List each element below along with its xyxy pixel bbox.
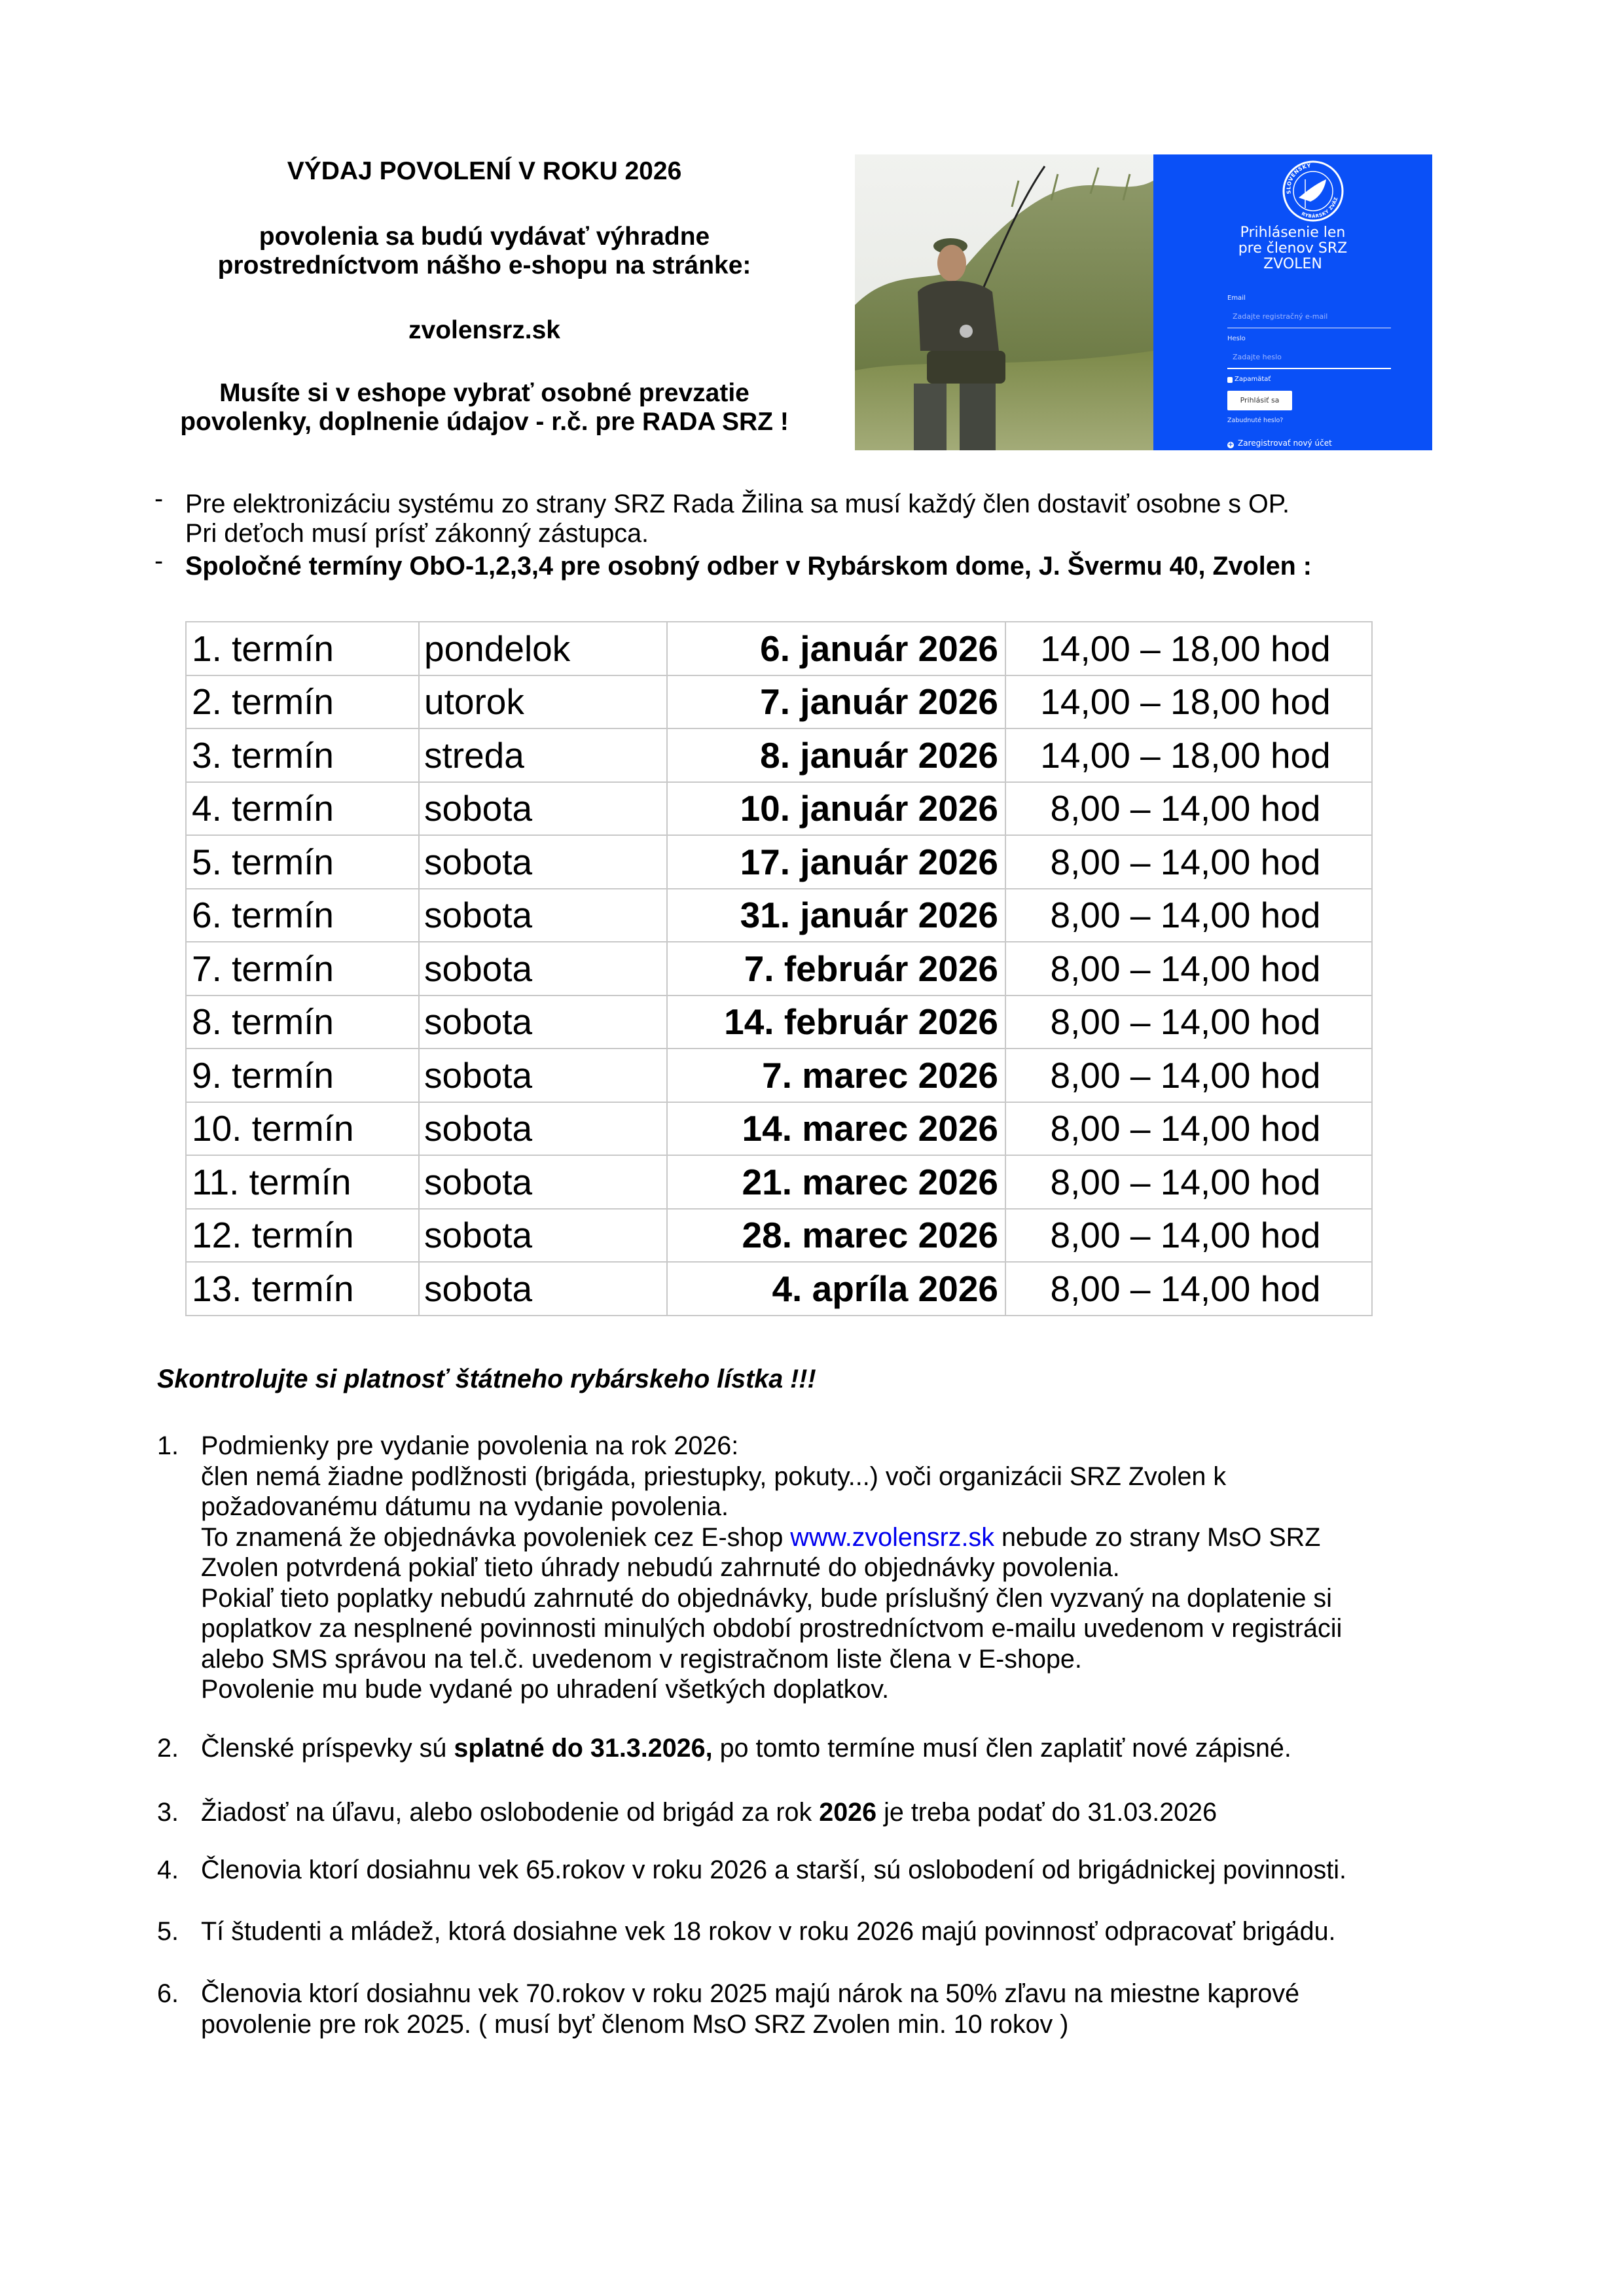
schedule-row [186,1209,1372,1263]
day-cell: sobota [419,1155,667,1209]
date-cell: 10. január 2026 [667,782,1005,836]
schedule-row [186,996,1372,1049]
bullet-line-2: Pri deťoch musí prísť zákonný zástupca. [185,519,649,548]
list-line-text: Žiadosť na úľavu, alebo oslobodenie od brigád za rok [201,1798,820,1827]
list-number: 5. [157,1917,179,1946]
term-cell: 9. termín [186,1049,419,1102]
fishing-license-warning: Skontrolujte si platnosť štátneho rybárskeho lístka !!! [157,1365,816,1393]
time-cell: 8,00 – 14,00 hod [1005,1049,1372,1102]
list-line: Povolenie mu bude vydané po uhradení všetkých doplatkov. [201,1675,890,1704]
email-field-underline [1227,327,1391,329]
time-cell: 8,00 – 14,00 hod [1005,1209,1372,1263]
day-cell: sobota [419,1209,667,1263]
date-cell: 21. marec 2026 [667,1155,1005,1209]
time-cell: 14,00 – 18,00 hod [1005,675,1372,729]
time-cell: 8,00 – 14,00 hod [1005,1155,1372,1209]
schedule-row [186,622,1372,675]
list-line: člen nemá žiadne podlžnosti (brigáda, priestupky, pokuty...) voči organizácii SRZ Zvolen k [201,1462,1227,1491]
date-cell: 4. apríla 2026 [667,1262,1005,1316]
term-cell: 11. termín [186,1155,419,1209]
term-cell: 8. termín [186,996,419,1049]
fisherman-illustration [855,154,1153,450]
day-cell: sobota [419,1262,667,1316]
login-title-line-1: Prihlásenie len [1240,224,1346,241]
term-cell: 4. termín [186,782,419,836]
time-cell: 8,00 – 14,00 hod [1005,996,1372,1049]
list-number: 2. [157,1734,179,1763]
day-cell: utorok [419,675,667,729]
schedule-row [186,728,1372,782]
day-cell: streda [419,728,667,782]
day-cell: sobota [419,782,667,836]
logo-text-bottom-path: RYBÁRSKY ZVÄZ [1301,196,1339,219]
email-field[interactable]: Zadajte registračný e-mail [1233,312,1328,321]
date-cell: 7. február 2026 [667,942,1005,996]
list-line-text: nebude zo strany MsO SRZ [994,1522,1321,1552]
term-cell: 7. termín [186,942,419,996]
time-cell: 8,00 – 14,00 hod [1005,1262,1372,1316]
schedule-row [186,942,1372,996]
login-title-line-2: pre členov SRZ [1238,240,1348,257]
register-link[interactable] [1227,439,1332,448]
list-item-body [201,1733,1291,1764]
login-panel [1153,154,1432,450]
list-line: Členovia ktorí dosiahnu vek 65.rokov v roku 2026 a starší, sú oslobodení od brigádnickej povinnosti. [201,1856,1346,1884]
list-line [201,1797,1217,1828]
list-line-text: po tomto termíne musí člen zaplatiť nové zápisné. [712,1734,1291,1763]
term-cell: 3. termín [186,728,419,782]
day-cell: sobota [419,835,667,889]
logo-text-top-path: SLOVENSKÝ [1286,162,1312,194]
list-line [201,1733,1291,1764]
list-number: 6. [157,1979,179,2008]
login-title-line-3: ZVOLEN [1263,256,1322,272]
intro-line-2: prostredníctvom nášho e-shopu na stránke: [217,251,751,279]
schedule-row [186,1155,1372,1209]
page-title: VÝDAJ POVOLENÍ V ROKU 2026 [287,157,682,185]
day-cell: sobota [419,996,667,1049]
term-cell: 1. termín [186,622,419,675]
list-number: 4. [157,1856,179,1884]
eshop-link[interactable]: www.zvolensrz.sk [790,1522,994,1552]
list-number: 1. [157,1431,179,1460]
list-line: alebo SMS správou na tel.č. uvedenom v registračnom liste člena v E-shope. [201,1644,1082,1674]
day-cell: sobota [419,942,667,996]
remember-label: Zapamätať [1235,376,1271,383]
date-cell: 7. marec 2026 [667,1049,1005,1102]
list-line-text: je treba podať do 31.03.2026 [876,1798,1218,1827]
day-cell: sobota [419,1102,667,1156]
bullet-text [185,490,1290,548]
list-number: 3. [157,1798,179,1827]
register-link-label: Zaregistrovať nový účet [1238,439,1332,448]
list-line: poplatkov za nesplnené povinnosti minulých období prostredníctvom e-mailu uvedenom v registrácii [201,1614,1343,1643]
plus-circle-icon: + [1227,441,1234,448]
date-cell: 14. február 2026 [667,996,1005,1049]
eshop-site: zvolensrz.sk [408,316,560,344]
date-cell: 17. január 2026 [667,835,1005,889]
srz-logo-icon [1282,160,1344,223]
list-line: Pokiaľ tieto poplatky nebudú zahrnuté do objednávky, bude príslušný člen vyzvaný na doplatenie si [201,1583,1332,1613]
time-cell: 8,00 – 14,00 hod [1005,1102,1372,1156]
list-line [201,1522,1342,1553]
schedule-row [186,1049,1372,1102]
year-emphasis: 2026 [819,1798,877,1827]
time-cell: 8,00 – 14,00 hod [1005,782,1372,836]
list-item-body [201,1797,1217,1828]
list-line: požadovanému dátumu na vydanie povolenia. [201,1492,729,1521]
term-cell: 2. termín [186,675,419,729]
list-line: Zvolen potvrdená pokiaľ tieto úhrady nebudú zahrnuté do objednávky povolenia. [201,1553,1120,1582]
list-item-body [201,1855,1346,1886]
time-cell: 8,00 – 14,00 hod [1005,835,1372,889]
pickup-note-line-2: povolenky, doplnenie údajov - r.č. pre RADA SRZ ! [180,408,789,436]
schedule-table [185,621,1373,1316]
due-date-emphasis: splatné do 31.3.2026, [454,1734,713,1763]
date-cell: 8. január 2026 [667,728,1005,782]
list-line: povolenie pre rok 2025. ( musí byť členom MsO SRZ Zvolen min. 10 rokov ) [201,2009,1069,2039]
term-cell: 13. termín [186,1262,419,1316]
date-cell: 28. marec 2026 [667,1209,1005,1263]
schedule-row [186,889,1372,942]
schedule-row [186,1262,1372,1316]
term-cell: 5. termín [186,835,419,889]
list-line: Členovia ktorí dosiahnu vek 70.rokov v roku 2025 majú nárok na 50% zľavu na miestne kaprové [201,1979,1300,2008]
login-title [1153,225,1432,272]
date-cell: 31. január 2026 [667,889,1005,942]
time-cell: 8,00 – 14,00 hod [1005,889,1372,942]
date-cell: 7. január 2026 [667,675,1005,729]
bullet-line-1: Pre elektronizáciu systému zo strany SRZ Rada Žilina sa musí každý člen dostaviť osobne s OP. [185,490,1290,518]
list-line: Tí študenti a mládež, ktorá dosiahne vek 18 rokov v roku 2026 majú povinnosť odpracovať brigádu. [201,1917,1336,1946]
login-button[interactable]: Prihlásiť sa [1227,391,1292,410]
eshop-login-screenshot [855,154,1432,450]
list-line-text: To znamená že objednávka povoleniek cez E-shop [201,1522,791,1552]
list-item-body [201,1431,1342,1705]
password-label: Heslo [1227,335,1246,342]
day-cell: sobota [419,889,667,942]
email-label: Email [1227,295,1246,302]
bullet-text: Spoločné termíny ObO-1,2,3,4 pre osobný odber v Rybárskom dome, J. Švermu 40, Zvolen : [185,552,1312,581]
date-cell: 14. marec 2026 [667,1102,1005,1156]
password-field[interactable]: Zadajte heslo [1233,353,1282,361]
schedule-row [186,782,1372,836]
intro-line-1: povolenia sa budú vydávať výhradne [259,223,710,251]
remember-checkbox[interactable] [1227,377,1233,383]
schedule-row [186,835,1372,889]
forgot-password-link[interactable]: Zabudnuté heslo? [1227,417,1284,424]
day-cell: sobota [419,1049,667,1102]
schedule-row [186,675,1372,729]
term-cell: 6. termín [186,889,419,942]
term-cell: 10. termín [186,1102,419,1156]
fisherman-photo [855,154,1153,450]
schedule-row [186,1102,1372,1156]
time-cell: 14,00 – 18,00 hod [1005,728,1372,782]
list-line: Podmienky pre vydanie povolenia na rok 2026: [201,1431,739,1460]
list-item-body [201,1979,1299,2039]
list-item-body [201,1916,1336,1947]
time-cell: 14,00 – 18,00 hod [1005,622,1372,675]
list-line-text: Členské príspevky sú [201,1734,454,1763]
term-cell: 12. termín [186,1209,419,1263]
bullet-marker: - [154,484,164,513]
day-cell: pondelok [419,622,667,675]
date-cell: 6. január 2026 [667,622,1005,675]
bullet-marker: - [154,547,164,575]
pickup-note-line-1: Musíte si v eshope vybrať osobné prevzatie [219,379,749,407]
password-field-underline [1227,368,1391,369]
time-cell: 8,00 – 14,00 hod [1005,942,1372,996]
